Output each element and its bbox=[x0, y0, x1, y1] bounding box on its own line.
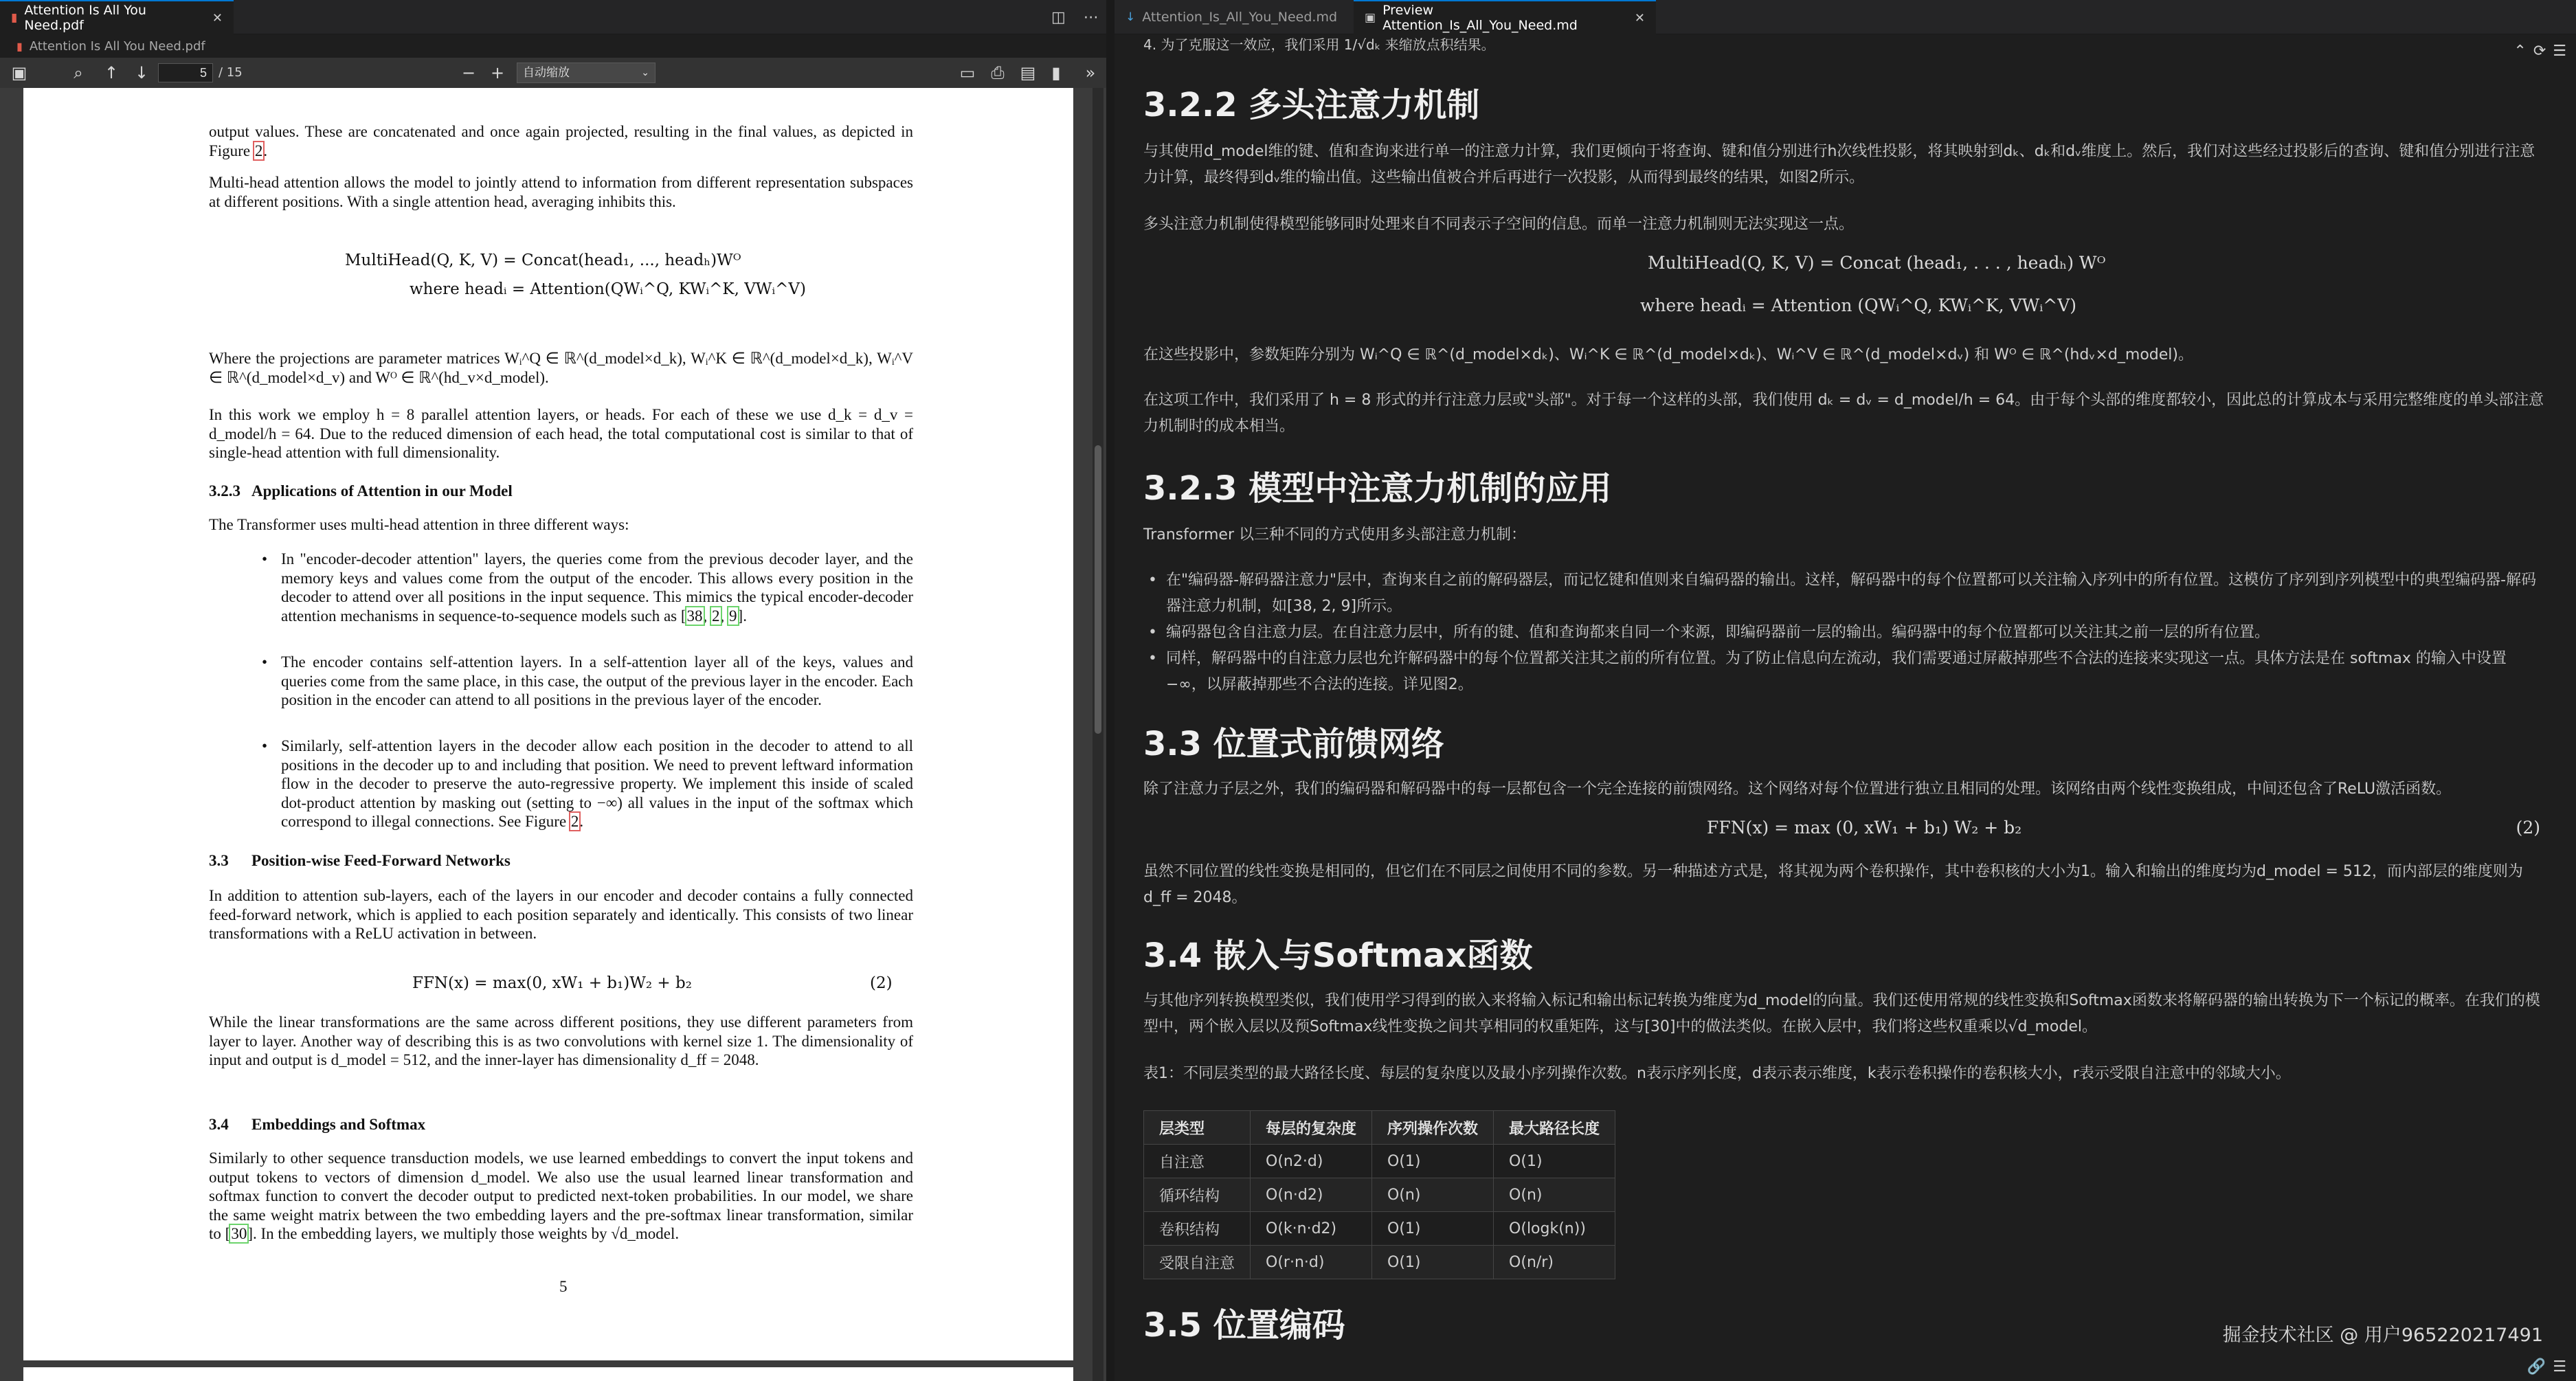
section-title: Position-wise Feed-Forward Networks bbox=[251, 852, 511, 869]
pdf-next-page bbox=[23, 1367, 1073, 1381]
zoom-in-icon[interactable]: + bbox=[490, 63, 505, 82]
arrow-up-icon[interactable]: ↑ bbox=[104, 63, 119, 82]
refresh-icon[interactable]: ⟳ bbox=[2533, 43, 2546, 60]
markdown-preview-pane bbox=[1115, 0, 2576, 1381]
section-number: 3.3 bbox=[209, 852, 229, 869]
zoom-out-icon[interactable]: − bbox=[461, 63, 476, 82]
table-row bbox=[1144, 1178, 1615, 1212]
table-cell: O(r·n·d) bbox=[1251, 1246, 1372, 1279]
outline-icon[interactable]: ☰ bbox=[2553, 1358, 2566, 1376]
sidebar-toggle-icon[interactable]: ▣ bbox=[11, 63, 27, 82]
paragraph: 多头注意力机制使得模型能够同时处理来自不同表示子空间的信息。而单一注意力机制则无法实现这一点。 bbox=[1143, 216, 1855, 233]
table-header: 最大路径长度 bbox=[1494, 1111, 1615, 1145]
paragraph: 除了注意力子层之外，我们的编码器和解码器中的每一层都包含一个完全连接的前馈网络。这个网络对每个位置进行独立且相同的处理。该网络由两个线性变换组成，中间还包含了ReLU激活函数。 bbox=[1143, 781, 2452, 798]
table-cell: 受限自注意 bbox=[1144, 1246, 1251, 1279]
pdf-icon: ▮ bbox=[11, 11, 18, 25]
paragraph: 在这项工作中，我们采用了 h = 8 形式的并行注意力层或"头部"。对于每一个这样的头部，我们使用 dₖ = dᵥ = d_model/h = 64。由于每个头部的维度都较小，因此总的计算成本与采用完整维度的单头部注意力机制时的成本相当。 bbox=[1143, 392, 2544, 435]
close-icon[interactable]: ✕ bbox=[212, 10, 223, 25]
table-cell: O(k·n·d2) bbox=[1251, 1212, 1372, 1246]
figure-link[interactable]: 2 bbox=[254, 142, 263, 159]
pdf-viewer[interactable] bbox=[0, 88, 1106, 1381]
heading: 3.2.2 多头注意力机制 bbox=[1143, 86, 1480, 124]
table-cell: O(n/r) bbox=[1494, 1246, 1615, 1279]
page-number-input[interactable] bbox=[158, 63, 213, 82]
table-header: 每层的复杂度 bbox=[1251, 1111, 1372, 1145]
preview-top-actions bbox=[2513, 43, 2566, 60]
pdf-toolbar bbox=[0, 58, 1106, 88]
page-number: 5 bbox=[559, 1278, 568, 1295]
tab-label: Attention Is All You Need.pdf bbox=[24, 3, 146, 33]
paragraph: 4. 为了克服这一效应，我们采用 1/√dₖ 来缩放点积结果。 bbox=[1143, 36, 1495, 53]
table-cell: 卷积结构 bbox=[1144, 1212, 1251, 1246]
complexity-table bbox=[1143, 1110, 1615, 1279]
breadcrumb-label[interactable]: Attention Is All You Need.pdf bbox=[29, 38, 205, 54]
equation-number: (2) bbox=[870, 974, 893, 992]
chevron-down-icon: ⌄ bbox=[641, 67, 649, 78]
list-item-text: Similarly, self-attention layers in the decoder allow each position in the decoder to attend to all positions in the decoder up to and including that position. We need to prevent leftward information flow in the decoder to preserve the auto-regressive property. We implement this inside of scaled dot-product attention by masking out (setting to −∞) all values in the input of the softmax which correspond to illegal connections. See Figure bbox=[281, 737, 913, 830]
section-heading bbox=[209, 852, 511, 870]
paragraph: 虽然不同位置的线性变换是相同的，但它们在不同层之间使用不同的参数。另一种描述方式是，将其视为两个卷积操作，其中卷积核的大小为1。输入和输出的维度均为d_model = 512，而内部层的维度则为 d_ff = 2048。 bbox=[1143, 863, 2523, 906]
scrollbar-thumb[interactable] bbox=[1095, 445, 1101, 734]
section-heading bbox=[209, 1116, 425, 1134]
markdown-icon: ↓ bbox=[1125, 10, 1136, 24]
table-row bbox=[1144, 1145, 1615, 1178]
section-number: 3.2.3 bbox=[209, 482, 240, 499]
equation: MultiHead(Q, K, V) = Concat(head₁, ..., headₕ)Wᴼ bbox=[345, 251, 741, 269]
equation: FFN(x) = max (0, xW₁ + b₁) W₂ + b₂ bbox=[1707, 818, 2022, 838]
tab-markdown[interactable] bbox=[1115, 0, 1348, 34]
bookmark-icon[interactable]: ▮ bbox=[1051, 63, 1061, 82]
table-cell: O(n2·d) bbox=[1251, 1145, 1372, 1178]
equation: where headᵢ = Attention (QWᵢ^Q, KWᵢ^K, VWᵢ^V) bbox=[1640, 295, 2077, 315]
pane-divider[interactable] bbox=[1106, 0, 1115, 1381]
scrollbar[interactable] bbox=[1093, 88, 1104, 1381]
preview-bottom-actions bbox=[2527, 1358, 2566, 1376]
section-title: Applications of Attention in our Model bbox=[251, 482, 513, 499]
list-item: • In "encoder-decoder attention" layers, the queries come from the previous decoder layer, and the memory keys and values come from the output of the encoder. This allows every position in the decoder to attend over all positions in the input sequence. This mimics the typical encoder-decoder attention mechanisms in sequence-to-sequence models such as [38, 2, 9]. bbox=[281, 550, 913, 625]
tab-pdf[interactable] bbox=[0, 0, 234, 34]
section-number: 3.4 bbox=[209, 1116, 229, 1133]
split-editor-icon[interactable]: ◫ bbox=[1051, 8, 1066, 26]
paragraph-text: Similarly to other sequence transduction models, we use learned embeddings to convert the input tokens and output tokens to vectors of dimension d_model. We also use the usual learned linear transformation and softmax function to convert the decoder output to predicted next-token probabilities. In our model, we share the same weight matrix between the two embedding layers and the pre-softmax linear transformation, similar to bbox=[209, 1149, 913, 1242]
paragraph: 与其他序列转换模型类似，我们使用学习得到的嵌入来将输入标记和输出标记转换为维度为d_model的向量。我们还使用常规的线性变换和Softmax函数来将解码器的输出转换为下一个标记的概率。在我们的模型中，两个嵌入层以及预Softmax线性变换之间共享相同的权重矩阵，这与[30]中的做法类似。在嵌入层中，我们将这些权重乘以√d_model。 bbox=[1143, 992, 2540, 1035]
outline-icon[interactable]: ☰ bbox=[2553, 43, 2566, 60]
citation-link[interactable]: 30 bbox=[231, 1225, 247, 1242]
list-item: • The encoder contains self-attention layers. In a self-attention layer all of the keys, values and queries come from the same place, in this case, the output of the previous layer in the encoder. Each position in the encoder can attend to all positions in the previous layer of the encoder. bbox=[281, 653, 913, 710]
table-cell: O(1) bbox=[1372, 1212, 1494, 1246]
chevron-up-icon[interactable]: ⌃ bbox=[2513, 43, 2527, 60]
paragraph: output values. These are concatenated and once again projected, resulting in the final values, as depicted in Figure 2. bbox=[209, 123, 913, 159]
breadcrumb bbox=[0, 34, 1106, 58]
section-heading bbox=[209, 482, 513, 500]
equation: MultiHead(Q, K, V) = Concat (head₁, . . . , headₕ) Wᴼ bbox=[1648, 253, 2106, 273]
scrollbar[interactable] bbox=[2566, 34, 2576, 1381]
table-cell: O(n) bbox=[1494, 1178, 1615, 1212]
watermark: 掘金技术社区 @ 用户965220217491 bbox=[2222, 1325, 2543, 1346]
tab-preview[interactable] bbox=[1354, 0, 1656, 34]
heading: 3.4 嵌入与Softmax函数 bbox=[1143, 936, 1533, 975]
paragraph: While the linear transformations are the same across different positions, they use different parameters from layer to layer. Another way of describing this is as two convolutions with kernel size 1. The dimensionality of input and output is d_model = 512, and the inner-layer has dimensionality d_ff = 2048. bbox=[209, 1013, 913, 1068]
paragraph: Where the projections are parameter matrices Wᵢ^Q ∈ ℝ^(d_model×d_k), Wᵢ^K ∈ ℝ^(d_model×d_k), Wᵢ^V ∈ ℝ^(d_model×d_v) and Wᴼ ∈ ℝ^(hd_v×d_model). bbox=[209, 350, 913, 386]
equation-number: (2) bbox=[2516, 818, 2540, 838]
table-cell: O(logk(n)) bbox=[1494, 1212, 1615, 1246]
more-actions-icon[interactable]: ⋯ bbox=[1083, 8, 1099, 26]
table-cell: O(1) bbox=[1494, 1145, 1615, 1178]
figure-link[interactable]: 2 bbox=[570, 813, 579, 830]
list-item: • Similarly, self-attention layers in the decoder allow each position in the decoder to attend to all positions in the decoder up to and including that position. We need to prevent leftward information flow in the decoder to preserve the auto-regressive property. We implement this inside of scaled dot-product attention by masking out (setting to −∞) all values in the input of the softmax which correspond to illegal connections. See Figure 2. bbox=[281, 737, 913, 831]
preview-icon: ▣ bbox=[1365, 11, 1376, 25]
left-tab-bar bbox=[0, 0, 1106, 34]
zoom-select[interactable] bbox=[517, 63, 656, 83]
paragraph: 与其使用d_model维的键、值和查询来进行单一的注意力计算，我们更倾向于将查询、键和值分别进行h次线性投影，将其映射到dₖ、dₖ和dᵥ维度上。然后，我们对这些经过投影后的查询、键和值分别进行注意力计算，最终得到dᵥ维的输出值。这些输出值被合并后再进行一次投影，从而得到最终的结果，如图2所示。 bbox=[1143, 143, 2535, 186]
table-cell: O(n) bbox=[1372, 1178, 1494, 1212]
list-item: • 在"编码器-解码器注意力"层中，查询来自之前的解码器层，而记忆键和值则来自编码器的输出。这样，解码器中的每个位置都可以关注输入序列中的所有位置。这模仿了序列到序列模型中的典型编码器-解码器注意力机制，如[38, 2, 9]所示。 bbox=[1166, 568, 2547, 620]
close-icon[interactable]: ✕ bbox=[1634, 10, 1645, 25]
link-icon[interactable]: 🔗 bbox=[2527, 1358, 2546, 1376]
heading: 3.5 位置编码 bbox=[1143, 1306, 1345, 1345]
table-cell: 自注意 bbox=[1144, 1145, 1251, 1178]
paragraph-text: . In the embedding layers, we multiply those weights by √d_model. bbox=[252, 1225, 680, 1242]
zoom-value: 自动缩放 bbox=[523, 66, 570, 80]
paragraph: In addition to attention sub-layers, each of the layers in our encoder and decoder contains a fully connected feed-forward network, which is applied to each position separately and identically. This consists of two linear transformations with a ReLU activation in between. bbox=[209, 887, 913, 942]
table-row bbox=[1144, 1246, 1615, 1279]
right-tab-bar bbox=[1115, 0, 2576, 34]
paragraph: In this work we employ h = 8 parallel attention layers, or heads. For each of these we use d_k = d_v = d_model/h = 64. Due to the reduced dimension of each head, the total computational cost is similar to that of single-head attention with full dimensionality. bbox=[209, 406, 913, 461]
table-header-row bbox=[1144, 1111, 1615, 1145]
table-header: 层类型 bbox=[1144, 1111, 1251, 1145]
open-file-icon[interactable]: ▭ bbox=[959, 63, 976, 82]
heading: 3.3 位置式前馈网络 bbox=[1143, 725, 1444, 763]
tab-label: Preview Attention_Is_All_You_Need.md bbox=[1382, 3, 1578, 33]
paragraph: Transformer 以三种不同的方式使用多头部注意力机制： bbox=[1143, 526, 1527, 543]
search-icon[interactable]: ⌕ bbox=[74, 63, 83, 82]
more-tools-icon[interactable]: » bbox=[1085, 63, 1096, 82]
tab-actions bbox=[1051, 0, 1099, 34]
equation: where headᵢ = Attention(QWᵢ^Q, KWᵢ^K, VWᵢ^V) bbox=[410, 280, 806, 298]
section-title: Embeddings and Softmax bbox=[251, 1116, 426, 1133]
list-item: • 编码器包含自注意力层。在自注意力层中，所有的键、值和查询都来自同一个来源，即编码器前一层的输出。编码器中的每个位置都可以关注其之前一层的所有位置。 bbox=[1166, 620, 2547, 646]
citation-link[interactable]: 2 bbox=[712, 607, 720, 625]
table-cell: O(1) bbox=[1372, 1246, 1494, 1279]
table-row bbox=[1144, 1212, 1615, 1246]
print-icon[interactable]: ⎙ bbox=[991, 63, 1005, 82]
download-icon[interactable]: ▤ bbox=[1020, 63, 1036, 82]
paragraph: 在这些投影中，参数矩阵分别为 Wᵢ^Q ∈ ℝ^(d_model×dₖ)、Wᵢ^K ∈ ℝ^(d_model×dₖ)、Wᵢ^V ∈ ℝ^(d_model×dᵥ) 和 Wᴼ ∈ ℝ^(hdᵥ×d_model)。 bbox=[1143, 346, 2193, 363]
citation-link[interactable]: 38 bbox=[686, 607, 703, 625]
citation-link[interactable]: 9 bbox=[729, 607, 737, 625]
pdf-pane bbox=[0, 0, 1106, 1381]
table-caption: 表1：不同层类型的最大路径长度、每层的复杂度以及最小序列操作次数。n表示序列长度，d表示表示维度，k表示卷积操作的卷积核大小，r表示受限自注意中的邻域大小。 bbox=[1143, 1065, 2291, 1082]
pdf-icon: ▮ bbox=[16, 39, 23, 53]
tab-label: Attention_Is_All_You_Need.md bbox=[1142, 10, 1338, 25]
page-total: / 15 bbox=[219, 65, 243, 80]
paragraph: Multi-head attention allows the model to jointly attend to information from different representation subspaces at different positions. With a single attention head, averaging inhibits this. bbox=[209, 174, 913, 210]
equation: FFN(x) = max(0, xW₁ + b₁)W₂ + b₂ bbox=[412, 974, 692, 992]
table-cell: O(n·d2) bbox=[1251, 1178, 1372, 1212]
paragraph-text: output values. These are concatenated and once again projected, resulting in the final values, as depicted in Figure bbox=[209, 123, 913, 159]
markdown-preview[interactable] bbox=[1115, 34, 2576, 1381]
heading: 3.2.3 模型中注意力机制的应用 bbox=[1143, 469, 1612, 508]
table-header: 序列操作次数 bbox=[1372, 1111, 1494, 1145]
list-item: • 同样，解码器中的自注意力层也允许解码器中的每个位置都关注其之前的所有位置。为了防止信息向左流动，我们需要通过屏蔽掉那些不合法的连接来实现这一点。具体方法是在 softmax 的输入中设置 −∞，以屏蔽掉那些不合法的连接。详见图2。 bbox=[1166, 646, 2547, 698]
table-cell: O(1) bbox=[1372, 1145, 1494, 1178]
pdf-page bbox=[23, 88, 1073, 1360]
arrow-down-icon[interactable]: ↓ bbox=[134, 63, 149, 82]
list-item-text: In "encoder-decoder attention" layers, the queries come from the previous decoder layer, and the memory keys and values come from the output of the encoder. This allows every position in the decoder to attend over all positions in the input sequence. This mimics the typical encoder-decoder attention mechanisms in sequence-to-sequence models such as bbox=[281, 550, 913, 625]
table-cell: 循环结构 bbox=[1144, 1178, 1251, 1212]
paragraph: The Transformer uses multi-head attention in three different ways: bbox=[209, 516, 629, 533]
paragraph: Similarly to other sequence transduction models, we use learned embeddings to convert the input tokens and output tokens to vectors of dimension d_model. We also use the usual learned linear transformation and softmax function to convert the decoder output to predicted next-token probabilities. In our model, we share the same weight matrix between the two embedding layers and the pre-softmax linear transformation, similar to [30]. In the embedding layers, we multiply those weights by √d_model. bbox=[209, 1149, 913, 1242]
